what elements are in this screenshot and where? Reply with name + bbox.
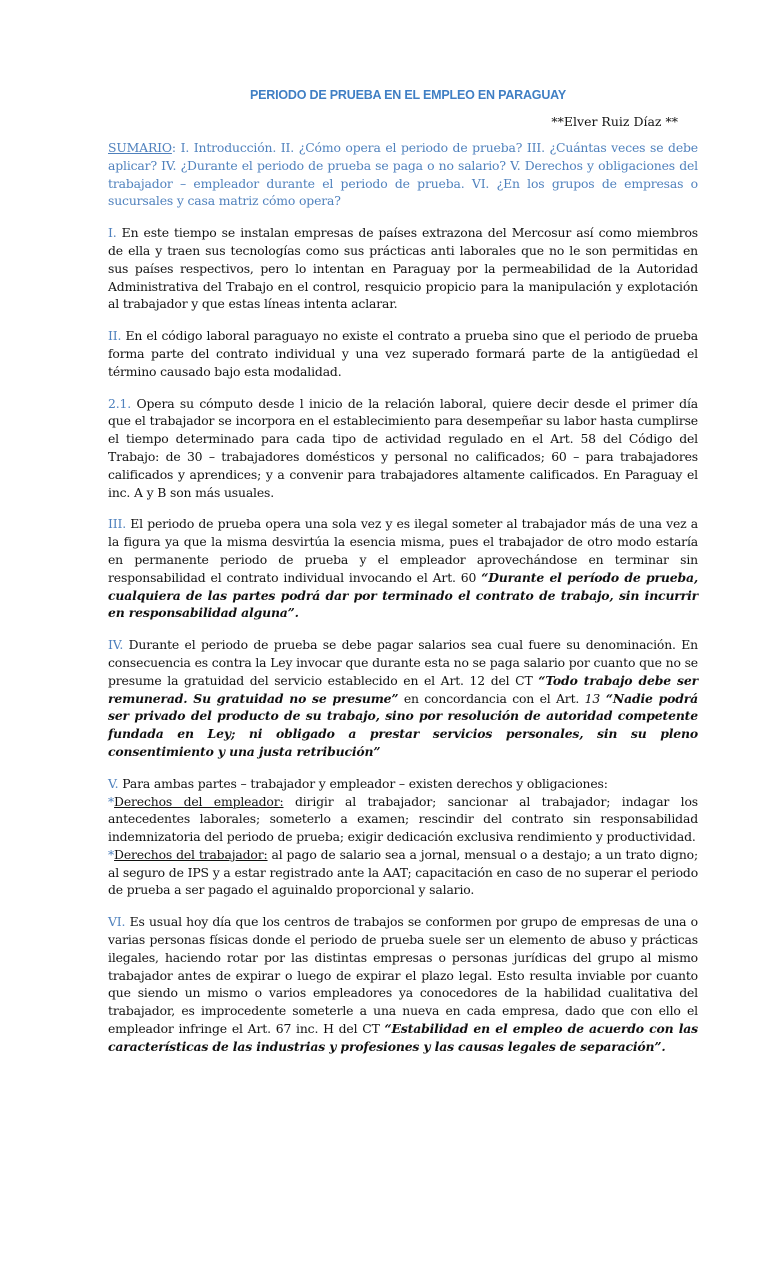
document-title: PERIODO DE PRUEBA EN EL EMPLEO EN PARAGUAY [250, 88, 566, 102]
section-4-quote-1: “Todo trabajo debe ser remunerad. Su gratuidad no se presume” [108, 672, 698, 706]
employer-rights-bullet: * [108, 793, 115, 809]
section-1-text: En este tiempo se instalan empresas de países extrazona del Mercosur así como miembros de ella y traen sus tecnologías como sus prácticas anti laborales que no le son permitidas en sus países respectivos, pero lo intentan en Paraguay por la permeabilidad de la Autoridad Administrativa del Trabajo en el control, resquicio propicio para la manipulación y explotación al trabajador y que estas líneas intenta aclarar. [108, 225, 698, 312]
sumario-label: SUMARIO [108, 140, 172, 155]
section-1-label: I. [108, 225, 117, 241]
section-5-intro [108, 775, 698, 793]
section-4-text: Durante el periodo de prueba se debe pagar salarios sea cual fuere su denominación. En consecuencia es contra la Ley invocar que durante esta no se paga salario por cuanto que no se presume la gratuidad del servicio establecido en el Art. 12 del CT [108, 637, 698, 688]
sumario-paragraph [108, 139, 698, 210]
section-6-label: VI. [108, 914, 126, 930]
employer-rights-label: Derechos del empleador: [114, 793, 284, 809]
section-4-mid-text: en concordancia con el Art. [398, 690, 585, 706]
section-5-text: Para ambas partes – trabajador y empleador – existen derechos y obligaciones: [118, 775, 608, 791]
sumario-separator: : [171, 140, 176, 155]
section-2-text: En el código laboral paraguayo no existe el contrato a prueba sino que el periodo de prueba forma parte del contrato individual y una vez superado formará parte de la antigüedad el término causado bajo esta modalidad. [108, 328, 698, 379]
section-3-quote: “Durante el período de prueba, cualquiera de las partes podrá dar por terminado el contrato de trabajo, sin incurrir en responsabilidad alguna”. [108, 569, 698, 621]
section-2-paragraph [108, 327, 698, 380]
section-4-label: IV. [108, 637, 124, 653]
worker-rights-bullet: * [108, 846, 115, 862]
section-6-text: Es usual hoy día que los centros de trabajos se conformen por grupo de empresas de una o varias personas físicas donde el periodo de prueba suele ser un elemento de abuso y prácticas ilegales, haciendo rotar por las distintas empresas o personas jurídicas del grupo al mismo trabajador antes de expirar o luego de expirar el plazo legal. Esto resulta inviable por cuanto que siendo un mismo o varios empleadores ya conocedores de la habilidad cualitativa del trabajador, es improcedente someterle a una nueva en cada empresa, dado que con ello el empleador infringe el Art. 67 inc. H del CT [108, 914, 698, 1037]
section-1-paragraph [108, 224, 698, 313]
section-4-quote-2: “Nadie podrá ser privado del producto de su trabajo, sino por resolución de autoridad competente fundada en Ley; ni obligado a prestar servicios personales, sin su pleno consentimiento y una justa retribución” [108, 690, 698, 759]
section-4-paragraph [108, 636, 698, 761]
worker-rights-label: Derechos del trabajador: [114, 846, 268, 862]
section-3-text: El periodo de prueba opera una sola vez y es ilegal someter al trabajador más de una vez a la figura ya que la misma desvirtúa la esencia misma, pues el trabajador de otro modo estaría en permanente periodo de prueba y el empleador aprovechándose en terminar sin responsabilidad el contrato individual invocando el Art. 60 [108, 516, 698, 585]
worker-rights-text: al pago de salario sea a jornal, mensual o a destajo; a un trato digno; al seguro de IPS y a estar registrado ante la AAT; capacitación en caso de no superar el periodo de prueba a ser pagado el aguinaldo proporcional y salario. [108, 846, 698, 898]
section-6-quote: “Estabilidad en el empleo de acuerdo con las características de las industrias y profesiones y las causas legales de separación”. [108, 1021, 698, 1054]
employer-rights-paragraph [108, 793, 698, 846]
section-5-label: V. [108, 775, 119, 791]
sumario-text: I. Introducción. II. ¿Cómo opera el periodo de prueba? III. ¿Cuántas veces se debe aplicar? IV. ¿Durante el periodo de prueba se paga o no salario? V. Derechos y obligaciones del trabajador – empleador durante el periodo de prueba. VI. ¿En los grupos de empresas o sucursales y casa matriz cómo opera? [108, 140, 698, 209]
section-6-paragraph [108, 913, 698, 1055]
section-2-label: II. [108, 328, 122, 344]
employer-rights-text: dirigir al trabajador; sancionar al trabajador; indagar los antecedentes laborales; someterlo a examen; rescindir del contrato sin responsabilidad indemnizatoria del periodo de prueba; exigir dedicación exclusiva rendimiento y productividad. [108, 793, 698, 845]
worker-rights-paragraph [108, 846, 698, 899]
section-4-article: 13 [584, 690, 601, 706]
section-2-1-paragraph [108, 395, 698, 502]
section-3-paragraph [108, 515, 698, 622]
author-line: **Elver Ruiz Díaz ** [551, 114, 678, 129]
section-2-1-label: 2.1. [108, 395, 132, 411]
section-3-label: III. [108, 516, 127, 532]
section-2-1-text: Opera su cómputo desde l inicio de la relación laboral, quiere decir desde el primer día que el trabajador se incorpora en el establecimiento para desempeñar su labor hasta cumplirse el tiempo determinado para cada tipo de actividad regulado en el Art. 58 del Código del Trabajo: de 30 – trabajadores domésticos y personal no calificados; 60 – para trabajadores calificados y aprendices; y a convenir para trabajadores altamente calificados. En Paraguay el inc. A y B son más usuales. [108, 395, 698, 500]
